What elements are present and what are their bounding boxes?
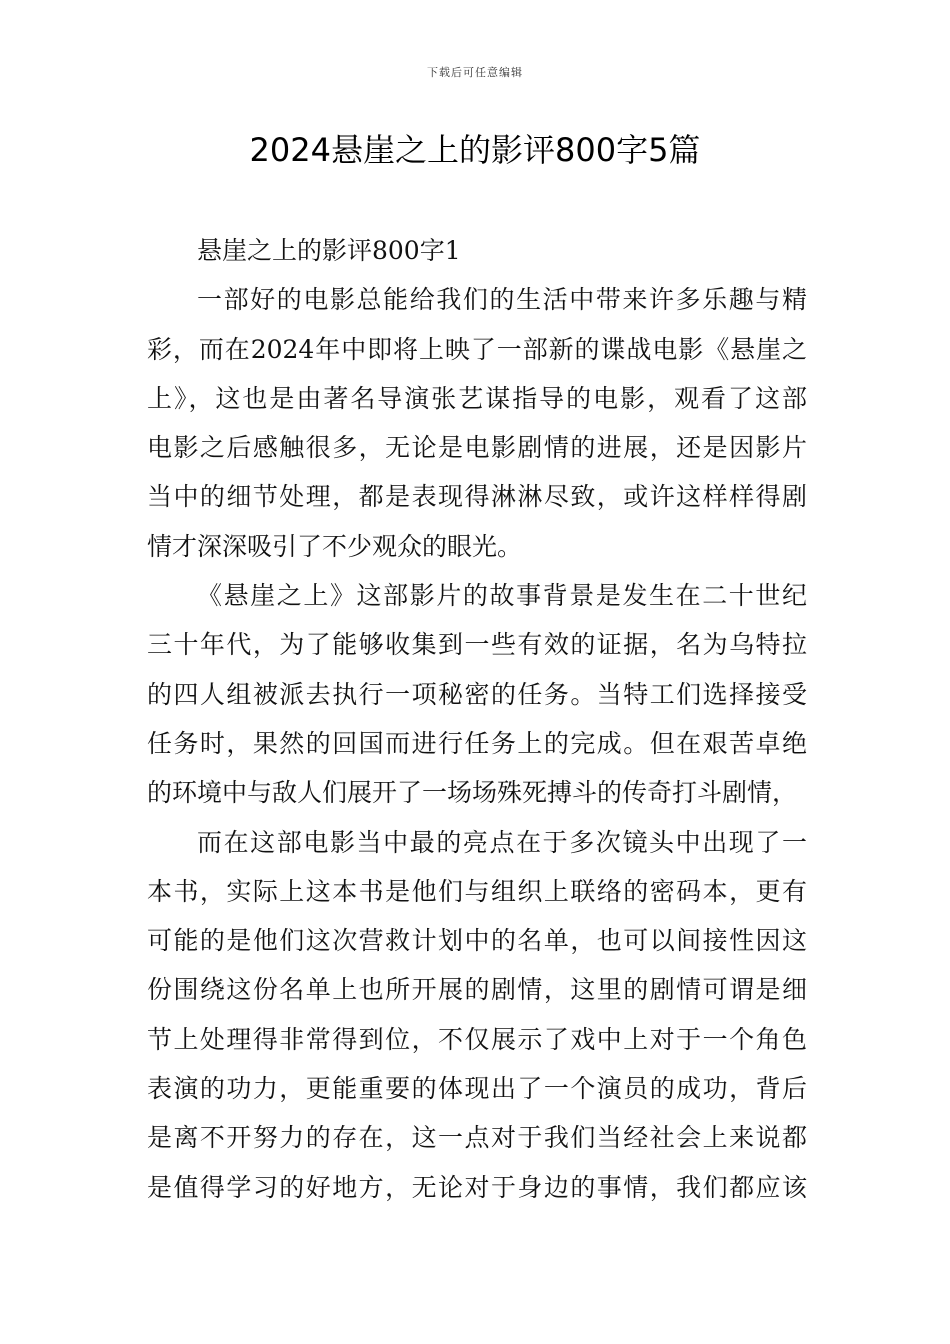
paragraph-line: 是离不开努力的存在，这一点对于我们当经社会上来说都 xyxy=(147,1123,807,1153)
header-note: 下载后可任意编辑 xyxy=(427,66,523,79)
paragraph-line: 本书，实际上这本书是他们与组织上联络的密码本，更有 xyxy=(147,876,807,906)
section-subheading: 悬崖之上的影评800字1 xyxy=(197,236,461,265)
paragraph-line: 是值得学习的好地方，无论对于身边的事情，我们都应该 xyxy=(147,1172,807,1202)
paragraph-line: 电影之后感触很多，无论是电影剧情的进展，还是因影片 xyxy=(147,433,807,463)
paragraph-line: 一部好的电影总能给我们的生活中带来许多乐趣与精 xyxy=(197,285,807,315)
paragraph-line: 彩，而在2024年中即将上映了一部新的谍战电影《悬崖之 xyxy=(147,334,807,364)
paragraph-line: 《悬崖之上》这部影片的故事背景是发生在二十世纪 xyxy=(197,581,807,611)
paragraph-line: 的四人组被派去执行一项秘密的任务。当特工们选择接受 xyxy=(147,679,807,709)
paragraph-line: 的环境中与敌人们展开了一场场殊死搏斗的传奇打斗剧情， xyxy=(147,778,798,808)
paragraph-line: 而在这部电影当中最的亮点在于多次镜头中出现了一 xyxy=(197,827,807,857)
paragraph-line: 可能的是他们这次营救计划中的名单，也可以间接性因这 xyxy=(147,926,807,956)
paragraph-line: 节上处理得非常得到位，不仅展示了戏中上对于一个角色 xyxy=(147,1024,807,1054)
paragraph-line: 任务时，果然的回国而进行任务上的完成。但在艰苦卓绝 xyxy=(147,728,807,758)
paragraph-line: 份围绕这份名单上也所开展的剧情，这里的剧情可谓是细 xyxy=(147,975,807,1005)
paragraph-line: 当中的细节处理，都是表现得淋淋尽致，或许这样样得剧 xyxy=(147,482,807,512)
body-text xyxy=(147,226,807,1212)
paragraph-line: 表演的功力，更能重要的体现出了一个演员的成功，背后 xyxy=(147,1074,807,1104)
paragraph-line: 上》，这也是由著名导演张艺谋指导的电影，观看了这部 xyxy=(147,383,807,413)
paragraph-line: 情才深深吸引了不少观众的眼光。 xyxy=(147,531,523,561)
paragraph-line: 三十年代，为了能够收集到一些有效的证据，名为乌特拉 xyxy=(147,630,807,660)
document-title: 2024悬崖之上的影评800字5篇 xyxy=(249,131,701,169)
